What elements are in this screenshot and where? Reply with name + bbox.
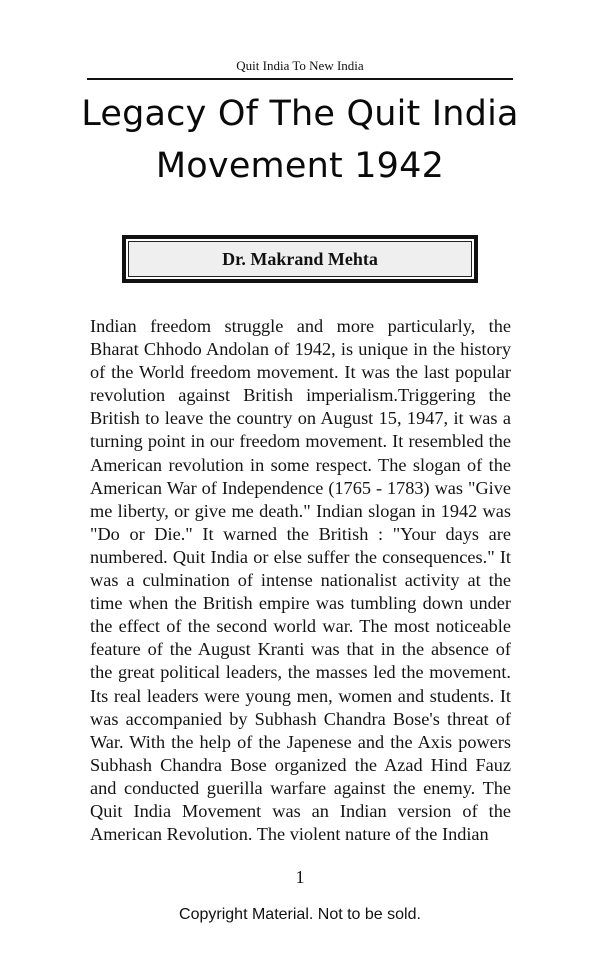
author-name: Dr. Makrand Mehta bbox=[128, 241, 472, 277]
author-box bbox=[122, 235, 478, 283]
running-header: Quit India To New India bbox=[236, 58, 364, 73]
copyright-notice: Copyright Material. Not to be sold. bbox=[179, 906, 421, 923]
body-paragraph: Indian freedom struggle and more particularly, the Bharat Chhodo Andolan of 1942, is unique in the history of the World freedom movement. It was the last popular revolution against British imperialism.Triggering the British to leave the country on August 15, 1947, it was a turning point in our freedom movement. It resembled the American revolution in some respect. The slogan of the American War of Independence (1765 - 1783) was "Give me liberty, or give me death." Indian slogan in 1942 was "Do or Die." It warned the British : "Your days are numbered. Quit India or else suffer the consequences." It was a culmination of intense nationalist activity at the time when the British empire was tumbling down under the effect of the second world war. The most noticeable feature of the August Kranti was that in the absence of the great political leaders, the masses led the movement. Its real leaders were young men, women and students. It was accompanied by Subhash Chandra Bose's threat of War. With the help of the Japenese and the Axis powers Subhash Chandra Bose organized the Azad Hind Fauz and conducted guerilla warfare against the enemy. The Quit India Movement was an Indian version of the American Revolution. The violent nature of the Indian bbox=[90, 316, 511, 845]
header-rule bbox=[87, 78, 513, 80]
page-number: 1 bbox=[295, 867, 305, 887]
chapter-title: Legacy Of The Quit India Movement 1942 bbox=[81, 94, 519, 186]
